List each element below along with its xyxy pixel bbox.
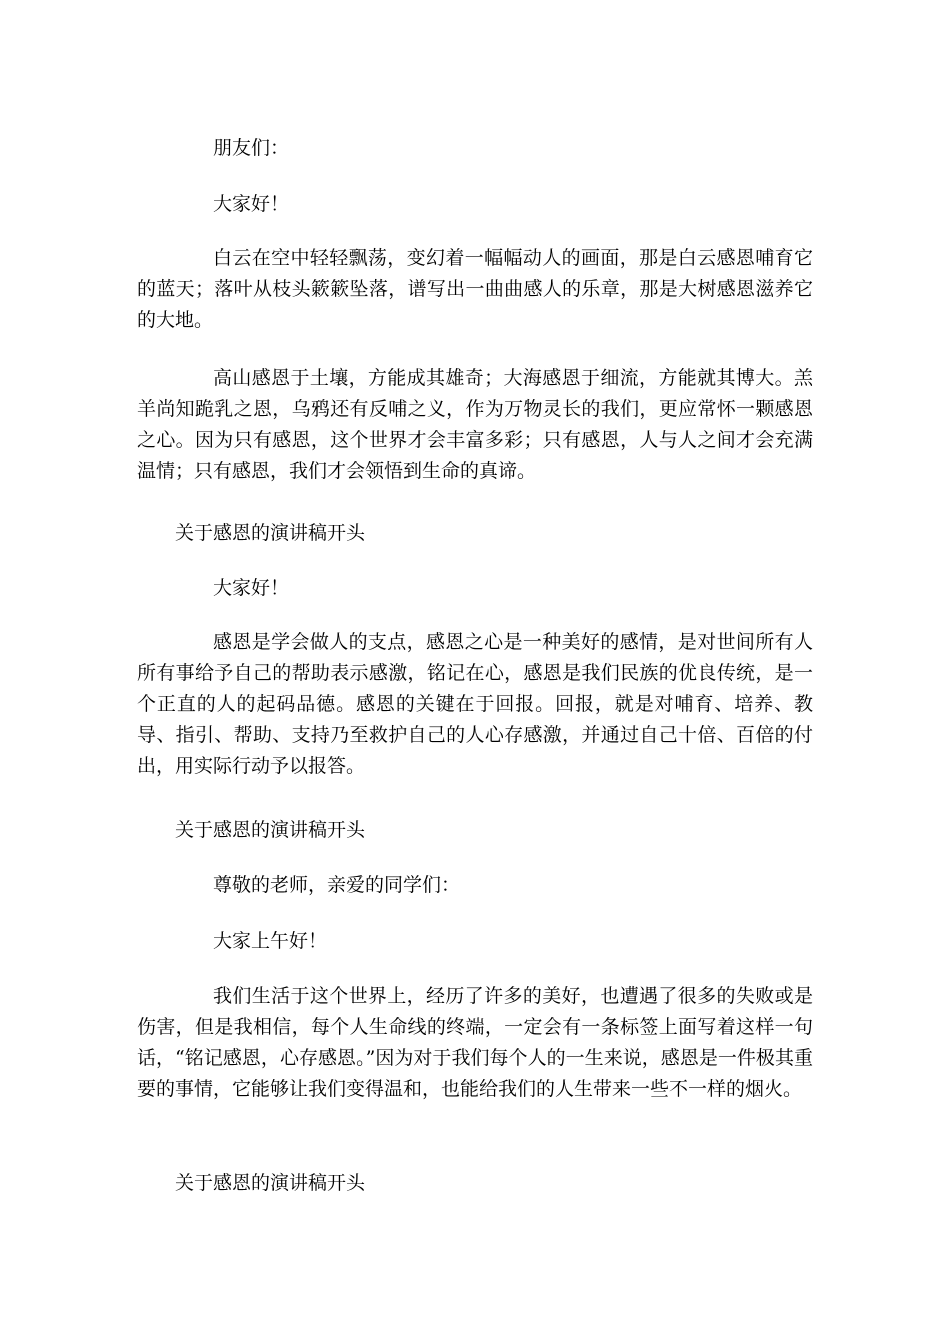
greeting-hello: 大家好！ (213, 193, 290, 215)
greeting-teachers: 尊敬的老师，亲爱的同学们： (213, 874, 461, 896)
body-paragraph-life: 我们生活于这个世界上，经历了许多的美好，也遭遇了很多的失败或是伤害，但是我相信，每个人生命线的终端，一定会有一条标签上面写着这样一句话，“铭记感恩，心存感恩。”因为对于我们每个人的一生来说，感恩是一件极其重要的事情，它能够让我们变得温和，也能给我们的人生带来一些不一样的烟火。 (137, 985, 813, 1100)
greeting-morning: 大家上午好！ (213, 930, 328, 952)
section-heading-2: 关于感恩的演讲稿开头 (175, 819, 366, 841)
body-paragraph-gratitude: 感恩是学会做人的支点，感恩之心是一种美好的感情，是对世间所有人所有事给予自己的帮助表示感激，铭记在心，感恩是我们民族的优良传统，是一个正直的人的起码品德。感恩的关键在于回报。回报，就是对哺育、培养、教导、指引、帮助、支持乃至救护自己的人心存感激，并通过自己十倍、百倍的付出，用实际行动予以报答。 (137, 631, 813, 777)
section-heading-1: 关于感恩的演讲稿开头 (175, 522, 366, 544)
body-paragraph-clouds: 白云在空中轻轻飘荡，变幻着一幅幅动人的画面，那是白云感恩哺育它的蓝天；落叶从枝头簌簌坠落，谱写出一曲曲感人的乐章，那是大树感恩滋养它的大地。 (137, 247, 813, 331)
greeting-friends: 朋友们： (213, 137, 290, 159)
section-heading-3: 关于感恩的演讲稿开头 (175, 1172, 366, 1194)
greeting-hello-2: 大家好！ (213, 577, 290, 599)
body-paragraph-mountains: 高山感恩于土壤，方能成其雄奇；大海感恩于细流，方能就其博大。羔羊尚知跪乳之恩，乌鸦还有反哺之义，作为万物灵长的我们，更应常怀一颗感恩之心。因为只有感恩，这个世界才会丰富多彩；只有感恩，人与人之间才会充满温情；只有感恩，我们才会领悟到生命的真谛。 (137, 367, 813, 482)
